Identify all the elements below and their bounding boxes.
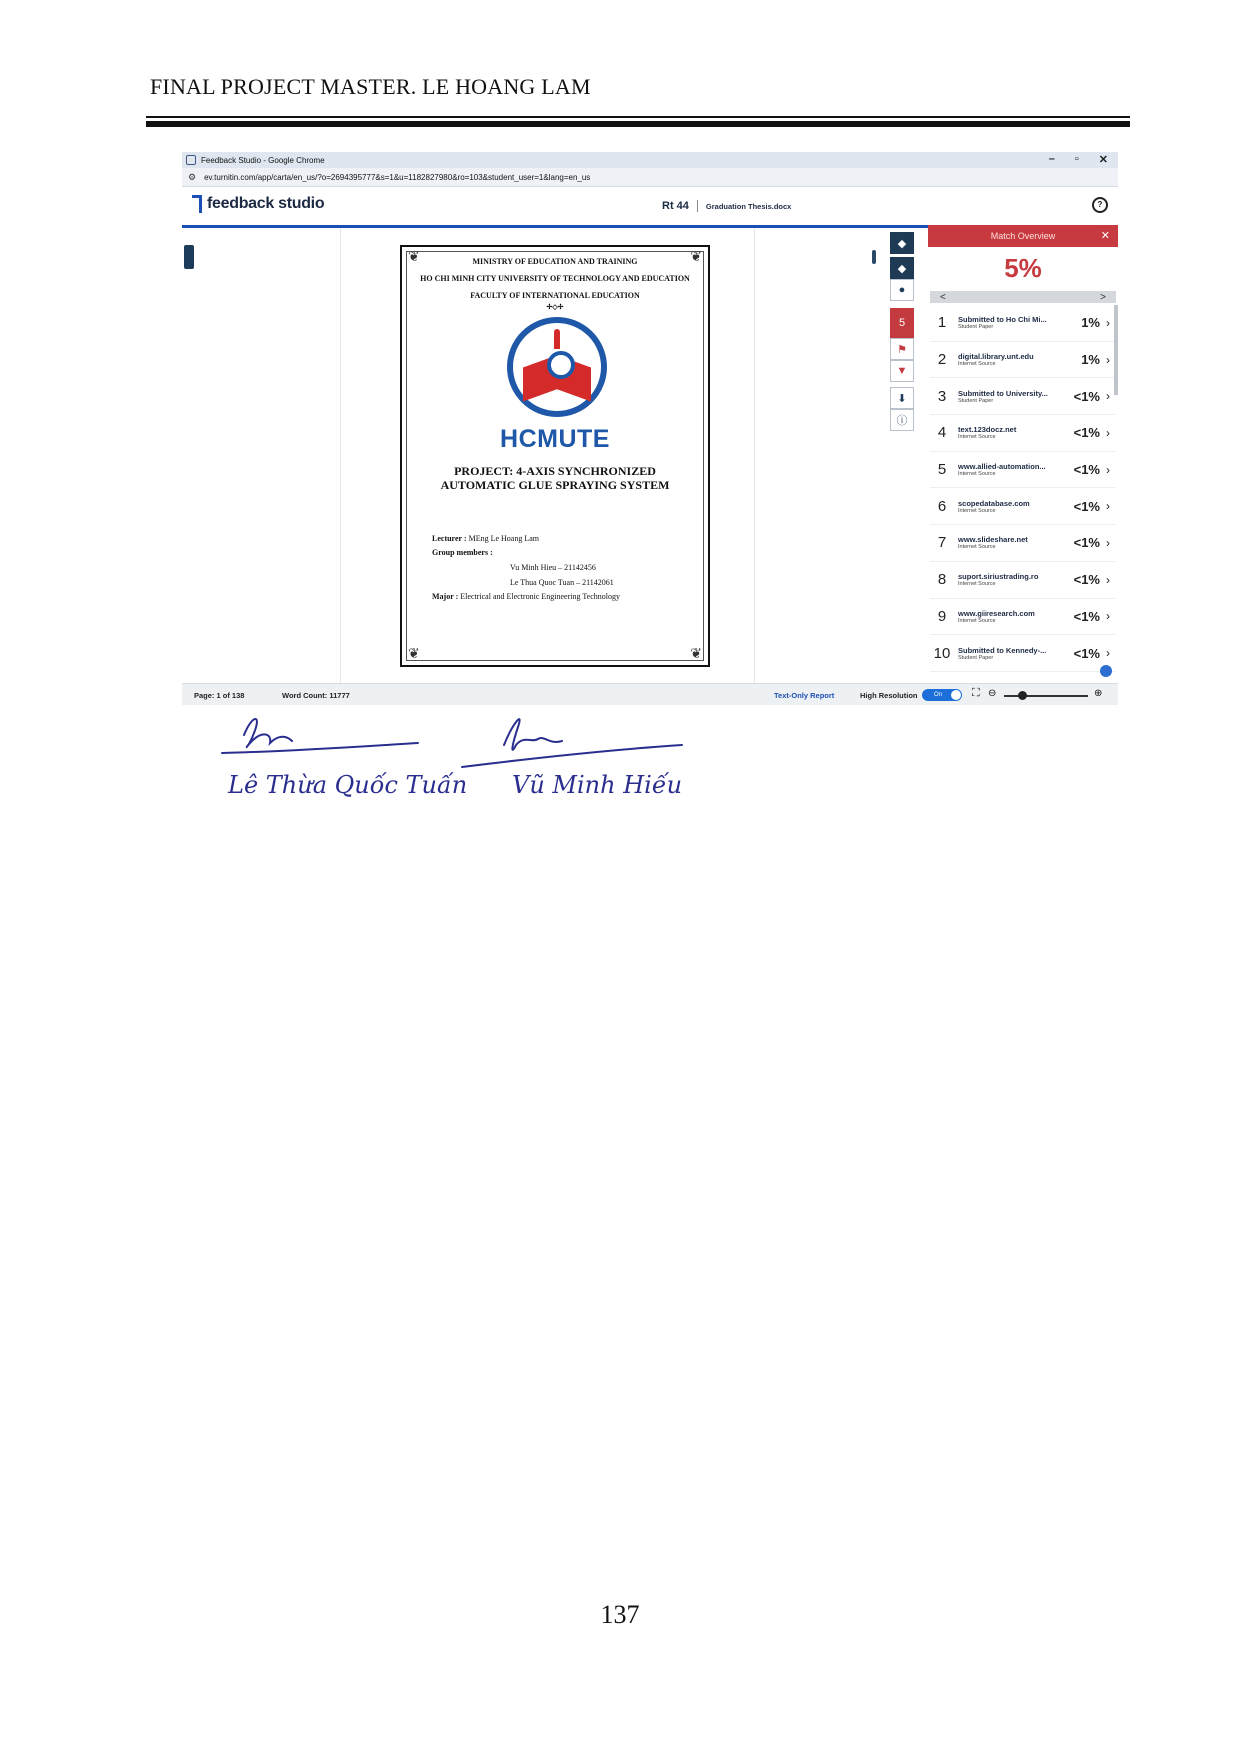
left-panel-handle[interactable] (184, 245, 194, 269)
match-info (954, 572, 1068, 587)
cover-brand: HCMUTE (500, 425, 610, 453)
match-row[interactable] (930, 562, 1116, 599)
toggle-label: On (934, 692, 943, 698)
match-overview-header (928, 225, 1118, 247)
high-resolution-toggle[interactable] (922, 689, 962, 701)
zoom-slider[interactable] (1004, 695, 1088, 697)
similarity-percentage: 5% (1004, 253, 1042, 283)
match-source-name: Submitted to Ho Chi Mi... (958, 315, 1047, 325)
match-row[interactable] (930, 378, 1116, 415)
match-number: 5 (937, 461, 947, 479)
comments-tool-button[interactable] (890, 279, 914, 301)
match-percentage: <1% (1073, 498, 1100, 514)
match-count-button[interactable]: 5 (890, 308, 914, 338)
page-header-title: FINAL PROJECT MASTER. LE HOANG LAM (150, 74, 591, 99)
assignment-info (662, 200, 791, 212)
filter-icon: ▼ (896, 365, 908, 377)
match-source-type: Internet Source (958, 471, 996, 478)
header-rule-thick (146, 121, 1130, 127)
site-settings-icon[interactable]: ⚙ (188, 171, 197, 182)
match-percentage: <1% (1073, 535, 1100, 551)
comment-icon: ● (898, 284, 906, 296)
assistant-icon[interactable] (1100, 665, 1112, 677)
cover-member-1: Vu Minh Hieu – 21142456 (510, 563, 596, 572)
zoom-in-icon[interactable]: ⊕ (1094, 688, 1103, 699)
feedback-studio-logo (192, 195, 324, 213)
match-info (954, 609, 1068, 624)
high-resolution-label: High Resolution (860, 691, 918, 700)
page-edge-left (340, 228, 341, 683)
layers-icon: ◆ (897, 262, 907, 275)
match-source-name: suport.siriustrading.ro (958, 572, 1039, 582)
flag-tool-button[interactable] (890, 338, 914, 360)
window-title: Feedback Studio - Google Chrome (201, 155, 325, 165)
page-indicator: Page: 1 of 138 (194, 691, 245, 700)
header-rule-thin (146, 116, 1130, 118)
cover-university: HO CHI MINH CITY UNIVERSITY OF TECHNOLOGY AND EDUCATION (420, 274, 690, 283)
match-source-type: Internet Source (958, 617, 996, 624)
cover-faculty: FACULTY OF INTERNATIONAL EDUCATION (470, 291, 640, 300)
match-info (954, 535, 1068, 550)
chevron-right-icon[interactable]: › (1106, 499, 1110, 514)
signature-2-underline (462, 745, 682, 767)
match-source-type: Internet Source (958, 434, 996, 441)
major-value: Electrical and Electronic Engineering Technology (460, 592, 620, 601)
match-row[interactable] (930, 452, 1116, 489)
close-icon[interactable]: ✕ (1100, 230, 1110, 242)
info-tool-button[interactable] (890, 409, 914, 431)
zoom-out-icon[interactable]: ⊖ (988, 688, 997, 699)
match-info (954, 425, 1068, 440)
match-source-type: Internet Source (958, 361, 996, 368)
match-nav (930, 291, 1116, 303)
match-row[interactable] (930, 305, 1116, 342)
chevron-right-icon[interactable]: > (1100, 291, 1106, 303)
match-info (954, 499, 1068, 514)
match-number: 8 (937, 571, 947, 589)
match-source-name: text.123docz.net (958, 425, 1017, 435)
lecturer-label: Lecturer : (432, 534, 467, 543)
cover-member-2: Le Thua Quoc Tuan – 21142061 (510, 578, 614, 587)
maximize-button[interactable]: ▫ (1074, 153, 1079, 165)
signature-1-scribble (244, 719, 292, 747)
layers-tool-button-2[interactable] (890, 257, 914, 279)
match-source-name: Submitted to University... (958, 388, 1048, 398)
match-percentage: 1% (1081, 352, 1100, 368)
match-number: 4 (937, 424, 947, 442)
help-icon[interactable]: ? (1092, 197, 1108, 213)
match-info (954, 315, 1068, 330)
match-source-name: www.slideshare.net (958, 535, 1028, 545)
chevron-right-icon[interactable]: › (1106, 425, 1110, 440)
match-source-type: Student Paper (958, 654, 994, 661)
match-percentage: <1% (1073, 462, 1100, 478)
layers-icon: ◆ (897, 237, 907, 250)
address-bar[interactable] (182, 168, 1118, 187)
close-window-button[interactable]: ✕ (1098, 154, 1108, 166)
cover-project-line2: AUTOMATIC GLUE SPRAYING SYSTEM (440, 478, 670, 492)
major-label: Major : (432, 592, 459, 601)
document-viewer (182, 228, 932, 683)
turnitin-screenshot (182, 152, 1118, 797)
corner-ornament-icon: ❦ (690, 250, 702, 265)
page-number: 137 (600, 1600, 640, 1629)
chevron-right-icon[interactable]: › (1106, 609, 1110, 624)
chevron-right-icon[interactable]: › (1106, 572, 1110, 587)
browser-titlebar (182, 152, 1118, 168)
match-source-name: scopedatabase.com (958, 498, 1030, 508)
hcmute-emblem-icon (507, 317, 607, 417)
emblem-gear (547, 351, 575, 379)
cover-lecturer (432, 534, 539, 543)
match-row[interactable] (930, 342, 1116, 379)
match-percentage: <1% (1073, 572, 1100, 588)
logo-text: feedback studio (207, 195, 325, 212)
match-overview-panel (928, 225, 1118, 683)
match-source-type: Internet Source (958, 507, 996, 514)
match-number: 7 (937, 534, 947, 552)
info-icon: ⓘ (896, 415, 908, 427)
match-row[interactable] (930, 488, 1116, 525)
chevron-right-icon[interactable]: › (1106, 462, 1110, 477)
match-source-type: Internet Source (958, 544, 996, 551)
signature-2-name: Vũ Minh Hiếu (512, 771, 683, 797)
window-controls (1049, 153, 1108, 166)
match-row[interactable] (930, 525, 1116, 562)
match-info (954, 646, 1068, 661)
match-source-name: www.giiresearch.com (958, 608, 1035, 618)
match-info (954, 389, 1068, 404)
match-percentage: <1% (1073, 608, 1100, 624)
minimize-button[interactable]: – (1048, 153, 1055, 165)
cover-ministry: MINISTRY OF EDUCATION AND TRAINING (472, 257, 638, 266)
signature-1-name: Lê Thừa Quốc Tuấn (228, 771, 468, 797)
rt-label: Rt 44 (662, 200, 689, 212)
chevron-right-icon[interactable]: › (1106, 646, 1110, 661)
chevron-right-icon[interactable]: › (1106, 389, 1110, 404)
match-number: 1 (937, 314, 947, 332)
handwritten-signatures (182, 705, 1118, 797)
cover-major (432, 592, 620, 601)
file-name: Graduation Thesis.docx (705, 201, 792, 211)
chevron-right-icon[interactable]: › (1106, 535, 1110, 550)
fullscreen-icon[interactable]: ⛶ (972, 687, 980, 699)
match-number: 10 (933, 644, 951, 662)
match-row[interactable] (930, 415, 1116, 452)
match-source-type: Internet Source (958, 581, 996, 588)
thesis-cover-page (400, 245, 710, 667)
viewer-scrollbar[interactable] (872, 250, 876, 264)
panel-scrollbar[interactable] (1114, 305, 1118, 395)
match-info (954, 352, 1068, 367)
match-info (954, 462, 1068, 477)
match-percentage: 1% (1081, 315, 1100, 331)
cover-project-line1: PROJECT: 4-AXIS SYNCHRONIZED (454, 464, 656, 478)
url-text[interactable]: ev.turnitin.com/app/carta/en_us/?o=2694395777&s=1&u=1182827980&ro=103&student_user=1&lang=en_us (204, 172, 591, 182)
zoom-slider-knob[interactable] (1018, 691, 1027, 700)
feedback-studio-header (182, 187, 1118, 228)
match-percentage: <1% (1073, 425, 1100, 441)
cover-group-label: Group members : (432, 548, 493, 557)
separator (697, 200, 698, 212)
toggle-knob (951, 690, 961, 700)
match-source-name: digital.library.unt.edu (958, 352, 1034, 362)
match-row[interactable] (930, 635, 1116, 672)
status-bar (182, 683, 1118, 706)
match-number: 6 (937, 497, 947, 515)
filter-tool-button[interactable] (890, 360, 914, 382)
word-count: Word Count: 11777 (282, 691, 350, 700)
match-list (930, 305, 1116, 672)
chevron-right-icon[interactable]: › (1106, 352, 1110, 367)
chevron-left-icon[interactable]: < (940, 291, 946, 303)
match-number: 3 (937, 387, 947, 405)
signature-2-scribble (504, 719, 562, 750)
cover-divider-ornament: ✢◇✢ (546, 303, 564, 311)
download-icon: ⬇ (897, 392, 907, 405)
corner-ornament-icon: ❦ (408, 250, 420, 265)
match-source-name: Submitted to Kennedy-... (958, 645, 1047, 655)
text-only-report-link[interactable]: Text-Only Report (774, 691, 835, 700)
corner-ornament-icon: ❦ (408, 647, 420, 662)
match-number: 2 (937, 351, 947, 369)
match-percentage: <1% (1073, 388, 1100, 404)
match-source-name: www.allied-automation... (958, 462, 1046, 472)
match-percentage: <1% (1073, 645, 1100, 661)
match-number: 9 (937, 607, 947, 625)
download-tool-button[interactable] (890, 387, 914, 409)
turnitin-logo-icon (192, 195, 202, 213)
match-source-type: Student Paper (958, 324, 994, 331)
match-source-type: Student Paper (958, 397, 994, 404)
layers-tool-button[interactable] (890, 232, 914, 254)
emblem-torch (554, 329, 560, 349)
signature-1-underline (222, 743, 418, 753)
page-edge-right (754, 228, 755, 683)
lecturer-value: MEng Le Hoang Lam (468, 534, 540, 543)
signature-area (182, 705, 1118, 797)
flag-icon: ⚑ (897, 343, 907, 356)
corner-ornament-icon: ❦ (690, 647, 702, 662)
turnitin-app-icon (186, 155, 196, 165)
chevron-right-icon[interactable]: › (1106, 315, 1110, 330)
match-row[interactable] (930, 599, 1116, 636)
match-overview-title: Match Overview (990, 231, 1056, 241)
